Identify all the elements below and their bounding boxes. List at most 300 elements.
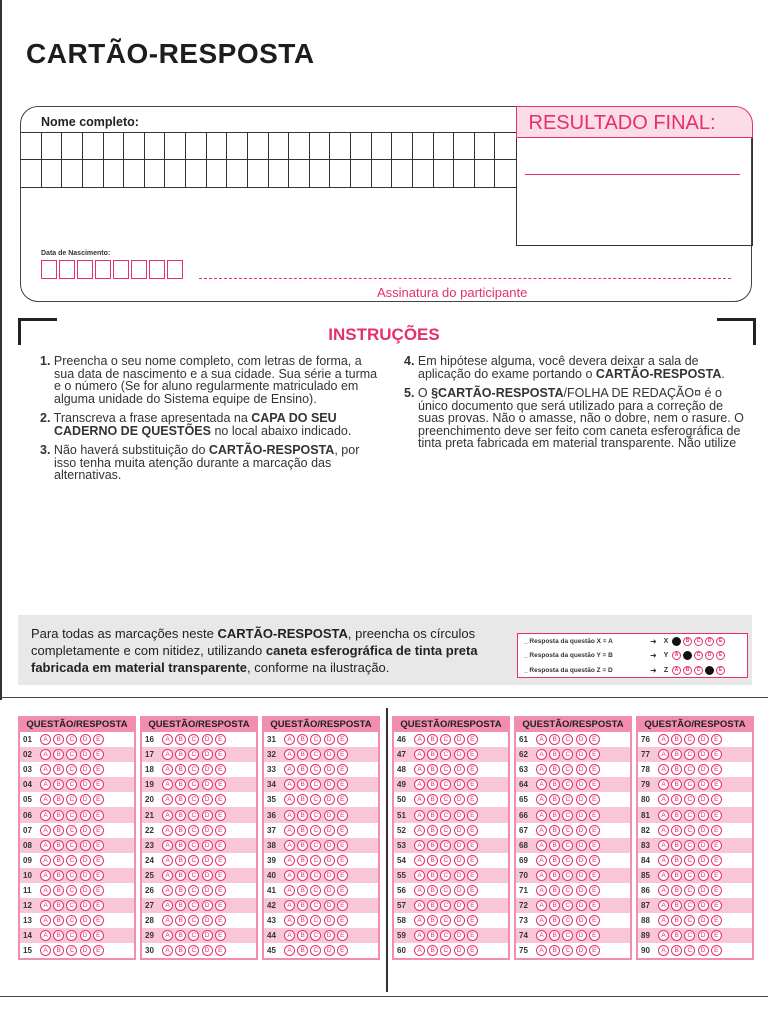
- answer-bubble[interactable]: E: [337, 870, 348, 881]
- answer-bubble[interactable]: C: [310, 915, 321, 926]
- name-cell[interactable]: [330, 132, 351, 160]
- answer-bubble[interactable]: B: [671, 915, 682, 926]
- answer-bubble[interactable]: B: [427, 870, 438, 881]
- name-cell[interactable]: [269, 160, 290, 188]
- answer-bubble[interactable]: C: [310, 855, 321, 866]
- answer-bubble[interactable]: E: [337, 749, 348, 760]
- answer-bubble[interactable]: D: [576, 794, 587, 805]
- answer-bubble[interactable]: C: [562, 915, 573, 926]
- answer-bubble[interactable]: B: [427, 915, 438, 926]
- answer-bubble[interactable]: C: [66, 945, 77, 956]
- answer-bubble[interactable]: D: [698, 810, 709, 821]
- answer-bubble[interactable]: C: [310, 825, 321, 836]
- answer-bubble[interactable]: A: [414, 810, 425, 821]
- answer-bubble[interactable]: C: [440, 885, 451, 896]
- answer-bubble[interactable]: D: [454, 885, 465, 896]
- answer-bubble[interactable]: D: [576, 930, 587, 941]
- answer-bubble[interactable]: C: [440, 779, 451, 790]
- answer-bubble[interactable]: B: [427, 855, 438, 866]
- name-cell[interactable]: [475, 160, 496, 188]
- answer-bubble[interactable]: E: [93, 900, 104, 911]
- answer-bubble[interactable]: B: [53, 764, 64, 775]
- answer-bubble[interactable]: A: [162, 734, 173, 745]
- answer-bubble[interactable]: E: [589, 930, 600, 941]
- answer-bubble[interactable]: B: [53, 810, 64, 821]
- answer-bubble[interactable]: A: [536, 825, 547, 836]
- answer-bubble[interactable]: E: [215, 764, 226, 775]
- answer-bubble[interactable]: A: [40, 840, 51, 851]
- answer-bubble[interactable]: C: [684, 885, 695, 896]
- answer-bubble[interactable]: D: [202, 734, 213, 745]
- answer-bubble[interactable]: B: [671, 794, 682, 805]
- answer-bubble[interactable]: E: [589, 764, 600, 775]
- answer-bubble[interactable]: A: [284, 734, 295, 745]
- answer-bubble[interactable]: D: [202, 779, 213, 790]
- answer-bubble[interactable]: C: [440, 810, 451, 821]
- answer-bubble[interactable]: C: [66, 734, 77, 745]
- answer-bubble[interactable]: E: [711, 779, 722, 790]
- answer-bubble[interactable]: C: [684, 870, 695, 881]
- answer-bubble[interactable]: B: [671, 870, 682, 881]
- answer-bubble[interactable]: E: [711, 734, 722, 745]
- answer-bubble[interactable]: D: [324, 810, 335, 821]
- answer-bubble[interactable]: C: [440, 945, 451, 956]
- answer-bubble[interactable]: D: [698, 900, 709, 911]
- answer-bubble[interactable]: B: [175, 764, 186, 775]
- answer-bubble[interactable]: C: [562, 870, 573, 881]
- answer-bubble[interactable]: C: [66, 855, 77, 866]
- answer-bubble[interactable]: E: [337, 825, 348, 836]
- answer-bubble[interactable]: B: [53, 794, 64, 805]
- answer-bubble[interactable]: A: [162, 885, 173, 896]
- name-cell[interactable]: [289, 132, 310, 160]
- name-cell[interactable]: [269, 132, 290, 160]
- answer-bubble[interactable]: B: [297, 885, 308, 896]
- answer-bubble[interactable]: E: [93, 764, 104, 775]
- answer-bubble[interactable]: B: [427, 840, 438, 851]
- answer-bubble[interactable]: D: [698, 734, 709, 745]
- answer-bubble[interactable]: B: [671, 855, 682, 866]
- dob-boxes[interactable]: [41, 260, 185, 279]
- answer-bubble[interactable]: E: [711, 900, 722, 911]
- answer-bubble[interactable]: E: [93, 734, 104, 745]
- answer-bubble[interactable]: E: [337, 885, 348, 896]
- answer-bubble[interactable]: A: [658, 870, 669, 881]
- answer-bubble[interactable]: B: [427, 734, 438, 745]
- dob-cell[interactable]: [95, 260, 111, 279]
- answer-bubble[interactable]: E: [93, 794, 104, 805]
- answer-bubble[interactable]: E: [589, 810, 600, 821]
- answer-bubble[interactable]: E: [93, 855, 104, 866]
- dob-cell[interactable]: [149, 260, 165, 279]
- answer-bubble[interactable]: D: [454, 915, 465, 926]
- answer-bubble[interactable]: C: [188, 764, 199, 775]
- name-cell[interactable]: [392, 132, 413, 160]
- answer-bubble[interactable]: D: [202, 810, 213, 821]
- name-cell[interactable]: [454, 160, 475, 188]
- answer-bubble[interactable]: D: [202, 855, 213, 866]
- answer-bubble[interactable]: D: [576, 810, 587, 821]
- answer-bubble[interactable]: C: [440, 825, 451, 836]
- answer-bubble[interactable]: D: [454, 855, 465, 866]
- answer-bubble[interactable]: E: [589, 870, 600, 881]
- answer-bubble[interactable]: E: [337, 855, 348, 866]
- answer-bubble[interactable]: B: [549, 915, 560, 926]
- answer-bubble[interactable]: C: [684, 855, 695, 866]
- answer-bubble[interactable]: B: [549, 930, 560, 941]
- answer-bubble[interactable]: C: [440, 870, 451, 881]
- answer-bubble[interactable]: C: [440, 915, 451, 926]
- name-cell[interactable]: [310, 132, 331, 160]
- answer-bubble[interactable]: A: [162, 764, 173, 775]
- answer-bubble[interactable]: C: [66, 764, 77, 775]
- answer-bubble[interactable]: B: [297, 764, 308, 775]
- answer-bubble[interactable]: E: [215, 749, 226, 760]
- answer-bubble[interactable]: D: [324, 945, 335, 956]
- answer-bubble[interactable]: A: [658, 825, 669, 836]
- answer-bubble[interactable]: C: [310, 794, 321, 805]
- answer-bubble[interactable]: E: [589, 825, 600, 836]
- answer-bubble[interactable]: B: [549, 749, 560, 760]
- answer-bubble[interactable]: E: [467, 794, 478, 805]
- answer-bubble[interactable]: D: [576, 855, 587, 866]
- answer-bubble[interactable]: A: [284, 749, 295, 760]
- answer-bubble[interactable]: A: [162, 779, 173, 790]
- answer-bubble[interactable]: D: [202, 930, 213, 941]
- answer-bubble[interactable]: A: [414, 915, 425, 926]
- answer-bubble[interactable]: C: [188, 930, 199, 941]
- answer-bubble[interactable]: E: [337, 810, 348, 821]
- answer-bubble[interactable]: E: [589, 779, 600, 790]
- answer-bubble[interactable]: A: [162, 810, 173, 821]
- name-cell[interactable]: [413, 160, 434, 188]
- answer-bubble[interactable]: C: [188, 779, 199, 790]
- name-cell[interactable]: [207, 160, 228, 188]
- answer-bubble[interactable]: D: [324, 779, 335, 790]
- answer-bubble[interactable]: D: [324, 900, 335, 911]
- name-cell[interactable]: [330, 160, 351, 188]
- answer-bubble[interactable]: C: [562, 734, 573, 745]
- name-cell[interactable]: [186, 132, 207, 160]
- answer-bubble[interactable]: E: [711, 840, 722, 851]
- answer-bubble[interactable]: B: [427, 945, 438, 956]
- answer-bubble[interactable]: A: [536, 734, 547, 745]
- result-field[interactable]: [516, 138, 753, 246]
- answer-bubble[interactable]: C: [310, 900, 321, 911]
- answer-bubble[interactable]: D: [698, 930, 709, 941]
- answer-bubble[interactable]: B: [53, 900, 64, 911]
- answer-bubble[interactable]: B: [53, 885, 64, 896]
- answer-bubble[interactable]: B: [549, 794, 560, 805]
- answer-bubble[interactable]: E: [467, 885, 478, 896]
- answer-bubble[interactable]: C: [684, 749, 695, 760]
- answer-bubble[interactable]: D: [324, 855, 335, 866]
- answer-bubble[interactable]: A: [414, 734, 425, 745]
- answer-bubble[interactable]: E: [215, 915, 226, 926]
- answer-bubble[interactable]: A: [40, 810, 51, 821]
- answer-bubble[interactable]: C: [440, 749, 451, 760]
- answer-bubble[interactable]: B: [427, 885, 438, 896]
- answer-bubble[interactable]: D: [698, 885, 709, 896]
- answer-bubble[interactable]: A: [658, 885, 669, 896]
- answer-bubble[interactable]: E: [467, 734, 478, 745]
- answer-bubble[interactable]: A: [414, 764, 425, 775]
- answer-bubble[interactable]: D: [80, 945, 91, 956]
- answer-bubble[interactable]: E: [589, 885, 600, 896]
- answer-bubble[interactable]: D: [576, 749, 587, 760]
- answer-bubble[interactable]: E: [711, 855, 722, 866]
- answer-bubble[interactable]: C: [188, 945, 199, 956]
- answer-bubble[interactable]: C: [684, 825, 695, 836]
- answer-bubble[interactable]: A: [40, 870, 51, 881]
- answer-bubble[interactable]: C: [684, 794, 695, 805]
- answer-bubble[interactable]: B: [175, 840, 186, 851]
- answer-bubble[interactable]: D: [202, 915, 213, 926]
- answer-bubble[interactable]: E: [93, 885, 104, 896]
- answer-bubble[interactable]: C: [188, 885, 199, 896]
- answer-bubble[interactable]: B: [175, 855, 186, 866]
- answer-bubble[interactable]: E: [589, 855, 600, 866]
- answer-bubble[interactable]: C: [310, 734, 321, 745]
- answer-bubble[interactable]: E: [93, 825, 104, 836]
- answer-bubble[interactable]: B: [53, 734, 64, 745]
- answer-bubble[interactable]: B: [53, 825, 64, 836]
- answer-bubble[interactable]: D: [454, 840, 465, 851]
- answer-bubble[interactable]: A: [658, 945, 669, 956]
- answer-bubble[interactable]: E: [337, 915, 348, 926]
- answer-bubble[interactable]: A: [40, 764, 51, 775]
- answer-bubble[interactable]: C: [562, 930, 573, 941]
- answer-bubble[interactable]: E: [337, 794, 348, 805]
- answer-bubble[interactable]: E: [337, 840, 348, 851]
- answer-bubble[interactable]: E: [711, 945, 722, 956]
- answer-bubble[interactable]: B: [549, 870, 560, 881]
- answer-bubble[interactable]: D: [576, 900, 587, 911]
- name-cell[interactable]: [475, 132, 496, 160]
- answer-bubble[interactable]: C: [562, 945, 573, 956]
- answer-bubble[interactable]: C: [66, 749, 77, 760]
- answer-bubble[interactable]: A: [658, 855, 669, 866]
- answer-bubble[interactable]: D: [698, 915, 709, 926]
- answer-bubble[interactable]: C: [310, 749, 321, 760]
- answer-bubble[interactable]: B: [53, 870, 64, 881]
- answer-bubble[interactable]: A: [162, 794, 173, 805]
- answer-bubble[interactable]: D: [80, 825, 91, 836]
- name-cell[interactable]: [186, 160, 207, 188]
- answer-bubble[interactable]: A: [658, 794, 669, 805]
- signature-line[interactable]: [199, 278, 731, 279]
- answer-bubble[interactable]: A: [162, 900, 173, 911]
- answer-bubble[interactable]: E: [215, 734, 226, 745]
- answer-bubble[interactable]: E: [467, 930, 478, 941]
- answer-bubble[interactable]: A: [40, 734, 51, 745]
- name-cell[interactable]: [248, 132, 269, 160]
- answer-bubble[interactable]: E: [93, 915, 104, 926]
- answer-bubble[interactable]: A: [40, 779, 51, 790]
- answer-bubble[interactable]: E: [711, 825, 722, 836]
- answer-bubble[interactable]: B: [175, 870, 186, 881]
- answer-bubble[interactable]: E: [337, 764, 348, 775]
- answer-bubble[interactable]: D: [698, 794, 709, 805]
- answer-bubble[interactable]: A: [40, 749, 51, 760]
- answer-bubble[interactable]: C: [310, 779, 321, 790]
- name-cell[interactable]: [289, 160, 310, 188]
- answer-bubble[interactable]: A: [414, 900, 425, 911]
- answer-bubble[interactable]: A: [162, 825, 173, 836]
- answer-bubble[interactable]: B: [427, 794, 438, 805]
- answer-bubble[interactable]: C: [188, 870, 199, 881]
- answer-bubble[interactable]: B: [297, 734, 308, 745]
- answer-bubble[interactable]: A: [658, 734, 669, 745]
- answer-bubble[interactable]: B: [53, 930, 64, 941]
- answer-bubble[interactable]: C: [562, 794, 573, 805]
- answer-bubble[interactable]: B: [427, 749, 438, 760]
- answer-bubble[interactable]: A: [40, 855, 51, 866]
- answer-bubble[interactable]: B: [175, 825, 186, 836]
- answer-bubble[interactable]: E: [711, 915, 722, 926]
- answer-bubble[interactable]: D: [698, 825, 709, 836]
- answer-bubble[interactable]: A: [658, 810, 669, 821]
- answer-bubble[interactable]: E: [93, 945, 104, 956]
- answer-bubble[interactable]: D: [324, 915, 335, 926]
- answer-bubble[interactable]: D: [202, 840, 213, 851]
- answer-bubble[interactable]: E: [467, 870, 478, 881]
- answer-bubble[interactable]: C: [684, 810, 695, 821]
- answer-bubble[interactable]: D: [576, 840, 587, 851]
- name-cell[interactable]: [21, 132, 42, 160]
- name-cell[interactable]: [124, 132, 145, 160]
- answer-bubble[interactable]: C: [310, 945, 321, 956]
- answer-bubble[interactable]: E: [711, 794, 722, 805]
- answer-bubble[interactable]: A: [414, 855, 425, 866]
- name-cell[interactable]: [42, 132, 63, 160]
- name-cell[interactable]: [21, 160, 42, 188]
- answer-bubble[interactable]: A: [284, 915, 295, 926]
- answer-bubble[interactable]: B: [549, 900, 560, 911]
- answer-bubble[interactable]: B: [53, 915, 64, 926]
- name-cell[interactable]: [454, 132, 475, 160]
- answer-bubble[interactable]: A: [658, 779, 669, 790]
- answer-bubble[interactable]: C: [188, 855, 199, 866]
- dob-cell[interactable]: [77, 260, 93, 279]
- answer-bubble[interactable]: E: [215, 855, 226, 866]
- answer-bubble[interactable]: E: [467, 779, 478, 790]
- answer-bubble[interactable]: A: [40, 794, 51, 805]
- answer-bubble[interactable]: A: [284, 885, 295, 896]
- answer-bubble[interactable]: B: [427, 825, 438, 836]
- answer-bubble[interactable]: E: [93, 810, 104, 821]
- answer-bubble[interactable]: D: [698, 749, 709, 760]
- name-cell[interactable]: [124, 160, 145, 188]
- answer-bubble[interactable]: E: [337, 945, 348, 956]
- answer-bubble[interactable]: D: [576, 734, 587, 745]
- answer-bubble[interactable]: D: [454, 900, 465, 911]
- answer-bubble[interactable]: A: [536, 870, 547, 881]
- answer-bubble[interactable]: A: [536, 945, 547, 956]
- answer-bubble[interactable]: C: [440, 734, 451, 745]
- answer-bubble[interactable]: C: [684, 764, 695, 775]
- answer-bubble[interactable]: A: [40, 915, 51, 926]
- answer-bubble[interactable]: B: [175, 734, 186, 745]
- answer-bubble[interactable]: E: [589, 749, 600, 760]
- answer-bubble[interactable]: B: [297, 794, 308, 805]
- answer-bubble[interactable]: B: [175, 930, 186, 941]
- answer-bubble[interactable]: D: [454, 870, 465, 881]
- answer-bubble[interactable]: B: [175, 900, 186, 911]
- answer-bubble[interactable]: E: [215, 840, 226, 851]
- answer-bubble[interactable]: B: [671, 810, 682, 821]
- answer-bubble[interactable]: C: [562, 749, 573, 760]
- answer-bubble[interactable]: D: [454, 779, 465, 790]
- answer-bubble[interactable]: C: [188, 794, 199, 805]
- answer-bubble[interactable]: D: [324, 870, 335, 881]
- answer-bubble[interactable]: E: [467, 900, 478, 911]
- answer-bubble[interactable]: C: [562, 900, 573, 911]
- answer-bubble[interactable]: D: [576, 915, 587, 926]
- answer-bubble[interactable]: E: [215, 930, 226, 941]
- answer-bubble[interactable]: E: [215, 779, 226, 790]
- answer-bubble[interactable]: E: [215, 825, 226, 836]
- answer-bubble[interactable]: D: [80, 915, 91, 926]
- answer-bubble[interactable]: E: [93, 840, 104, 851]
- answer-bubble[interactable]: C: [66, 840, 77, 851]
- answer-bubble[interactable]: D: [202, 794, 213, 805]
- answer-bubble[interactable]: B: [671, 930, 682, 941]
- answer-bubble[interactable]: D: [202, 900, 213, 911]
- name-cell[interactable]: [372, 160, 393, 188]
- answer-bubble[interactable]: C: [66, 915, 77, 926]
- answer-bubble[interactable]: A: [414, 825, 425, 836]
- answer-bubble[interactable]: B: [297, 810, 308, 821]
- answer-bubble[interactable]: D: [576, 870, 587, 881]
- answer-bubble[interactable]: D: [698, 870, 709, 881]
- answer-bubble[interactable]: D: [698, 764, 709, 775]
- answer-bubble[interactable]: A: [414, 840, 425, 851]
- dob-cell[interactable]: [167, 260, 183, 279]
- answer-bubble[interactable]: E: [215, 900, 226, 911]
- answer-bubble[interactable]: B: [671, 749, 682, 760]
- answer-bubble[interactable]: D: [454, 810, 465, 821]
- answer-bubble[interactable]: D: [80, 885, 91, 896]
- answer-bubble[interactable]: C: [684, 734, 695, 745]
- answer-bubble[interactable]: D: [698, 840, 709, 851]
- answer-bubble[interactable]: D: [80, 749, 91, 760]
- answer-bubble[interactable]: B: [427, 930, 438, 941]
- name-cell[interactable]: [42, 160, 63, 188]
- answer-bubble[interactable]: B: [427, 764, 438, 775]
- answer-bubble[interactable]: D: [202, 945, 213, 956]
- name-cell[interactable]: [495, 160, 516, 188]
- answer-bubble[interactable]: A: [284, 810, 295, 821]
- name-cell[interactable]: [227, 160, 248, 188]
- answer-bubble[interactable]: D: [324, 794, 335, 805]
- answer-bubble[interactable]: D: [80, 779, 91, 790]
- name-cell[interactable]: [392, 160, 413, 188]
- answer-bubble[interactable]: B: [175, 945, 186, 956]
- answer-bubble[interactable]: B: [53, 779, 64, 790]
- answer-bubble[interactable]: B: [53, 749, 64, 760]
- answer-bubble[interactable]: C: [66, 794, 77, 805]
- answer-bubble[interactable]: A: [284, 870, 295, 881]
- answer-bubble[interactable]: A: [658, 915, 669, 926]
- answer-bubble[interactable]: B: [671, 945, 682, 956]
- answer-bubble[interactable]: D: [80, 794, 91, 805]
- answer-bubble[interactable]: A: [284, 930, 295, 941]
- answer-bubble[interactable]: B: [671, 779, 682, 790]
- answer-bubble[interactable]: B: [427, 900, 438, 911]
- answer-bubble[interactable]: D: [324, 734, 335, 745]
- answer-bubble[interactable]: A: [40, 900, 51, 911]
